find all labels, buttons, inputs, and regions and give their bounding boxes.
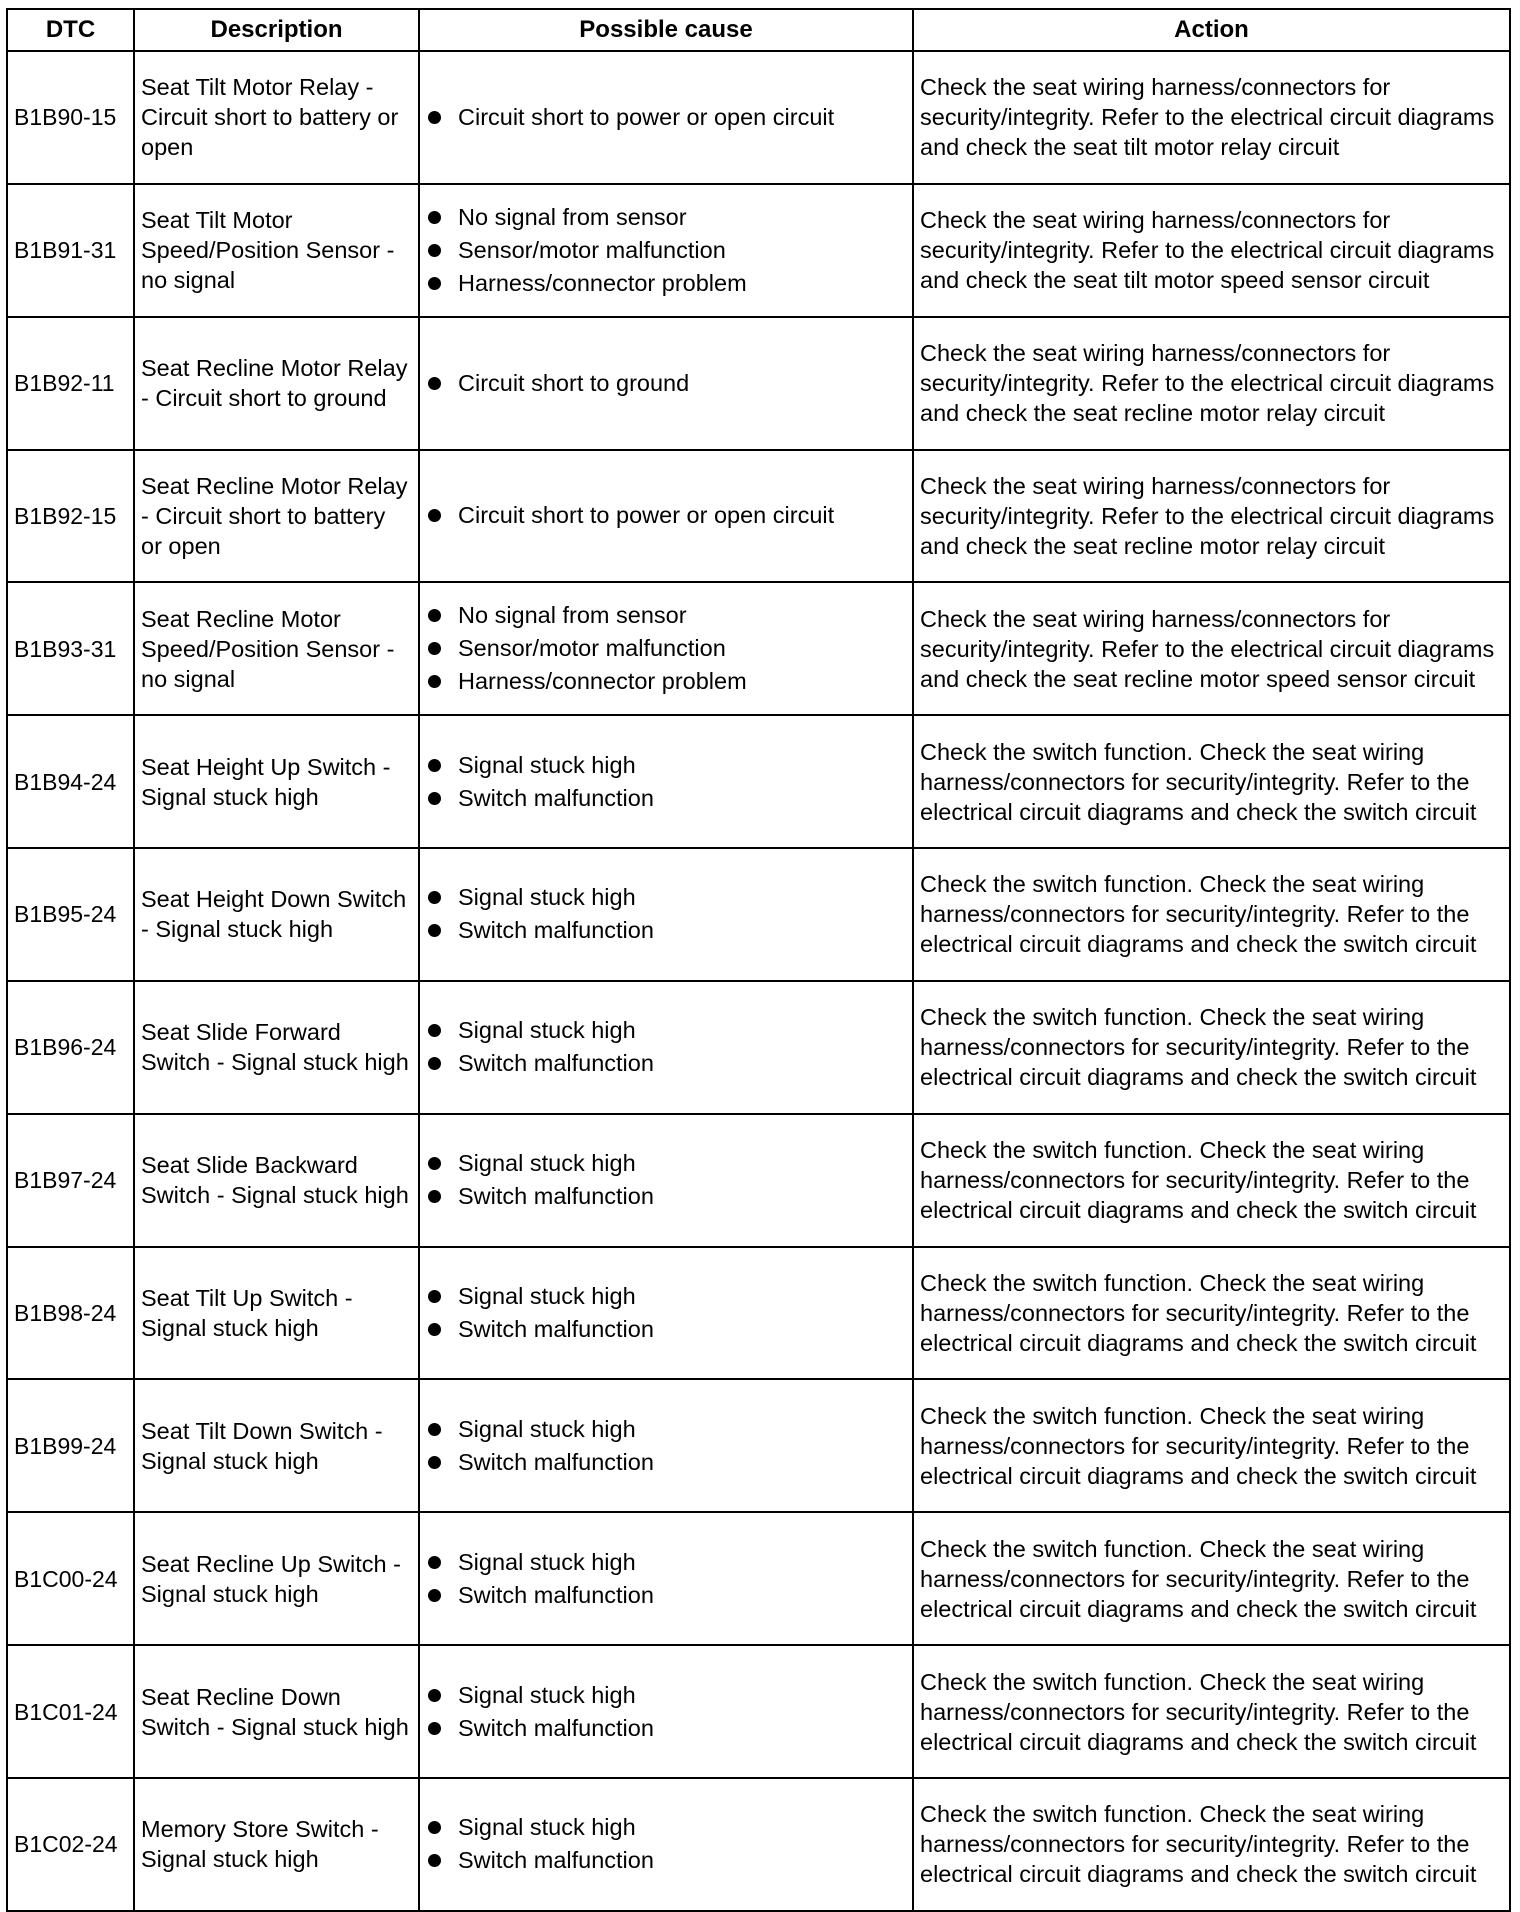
- cause-item: Signal stuck high: [426, 1280, 906, 1313]
- dtc-table: [6, 8, 1511, 1912]
- cause-item: Switch malfunction: [426, 782, 906, 815]
- dtc-description: Seat Recline Up Switch - Signal stuck high: [134, 1512, 419, 1645]
- dtc-code: B1B90-15: [7, 51, 134, 184]
- dtc-action: Check the switch function. Check the seat wiring harness/connectors for security/integrity. Refer to the electrical circuit diagrams and check the switch circuit: [913, 1379, 1510, 1512]
- table-row: [7, 1114, 1510, 1247]
- cause-list: [426, 1413, 906, 1479]
- table-row: [7, 184, 1510, 317]
- possible-cause-cell: [419, 317, 913, 450]
- possible-cause-cell: [419, 450, 913, 583]
- cause-list: [426, 201, 906, 300]
- cause-list: [426, 599, 906, 698]
- cause-item: Circuit short to power or open circuit: [426, 101, 906, 134]
- cause-list: [426, 749, 906, 815]
- dtc-description: Memory Store Switch - Signal stuck high: [134, 1778, 419, 1911]
- dtc-description: Seat Slide Backward Switch - Signal stuck high: [134, 1114, 419, 1247]
- dtc-code: B1B93-31: [7, 582, 134, 715]
- dtc-action: Check the switch function. Check the seat wiring harness/connectors for security/integrity. Refer to the electrical circuit diagrams and check the switch circuit: [913, 1778, 1510, 1911]
- cause-item: No signal from sensor: [426, 599, 906, 632]
- header-possible-cause: Possible cause: [419, 9, 913, 51]
- possible-cause-cell: [419, 1778, 913, 1911]
- cause-item: Sensor/motor malfunction: [426, 234, 906, 267]
- cause-item: Signal stuck high: [426, 1811, 906, 1844]
- cause-item: Circuit short to ground: [426, 367, 906, 400]
- possible-cause-cell: [419, 184, 913, 317]
- cause-list: [426, 367, 906, 400]
- cause-item: Switch malfunction: [426, 1712, 906, 1745]
- possible-cause-cell: [419, 582, 913, 715]
- dtc-description: Seat Recline Motor Relay - Circuit short to ground: [134, 317, 419, 450]
- cause-item: Signal stuck high: [426, 1147, 906, 1180]
- cause-list: [426, 1546, 906, 1612]
- dtc-code: B1C02-24: [7, 1778, 134, 1911]
- dtc-description: Seat Height Up Switch - Signal stuck high: [134, 715, 419, 848]
- cause-item: Harness/connector problem: [426, 267, 906, 300]
- possible-cause-cell: [419, 1645, 913, 1778]
- table-header: [7, 9, 1510, 51]
- table-row: [7, 715, 1510, 848]
- dtc-description: Seat Tilt Motor Speed/Position Sensor - no signal: [134, 184, 419, 317]
- possible-cause-cell: [419, 1247, 913, 1380]
- possible-cause-cell: [419, 1114, 913, 1247]
- dtc-code: B1B91-31: [7, 184, 134, 317]
- cause-item: Sensor/motor malfunction: [426, 632, 906, 665]
- possible-cause-cell: [419, 1379, 913, 1512]
- dtc-action: Check the switch function. Check the seat wiring harness/connectors for security/integrity. Refer to the electrical circuit diagrams and check the switch circuit: [913, 715, 1510, 848]
- dtc-code: B1C00-24: [7, 1512, 134, 1645]
- cause-item: Signal stuck high: [426, 1546, 906, 1579]
- dtc-description: Seat Tilt Down Switch - Signal stuck high: [134, 1379, 419, 1512]
- header-row: [7, 9, 1510, 51]
- cause-item: Signal stuck high: [426, 1413, 906, 1446]
- cause-list: [426, 881, 906, 947]
- cause-item: Switch malfunction: [426, 1579, 906, 1612]
- table-row: [7, 51, 1510, 184]
- cause-item: Signal stuck high: [426, 749, 906, 782]
- dtc-code: B1B99-24: [7, 1379, 134, 1512]
- dtc-description: Seat Tilt Up Switch - Signal stuck high: [134, 1247, 419, 1380]
- header-dtc: DTC: [7, 9, 134, 51]
- table-row: [7, 1778, 1510, 1911]
- dtc-action: Check the switch function. Check the seat wiring harness/connectors for security/integrity. Refer to the electrical circuit diagrams and check the switch circuit: [913, 1512, 1510, 1645]
- cause-list: [426, 1280, 906, 1346]
- dtc-code: B1B92-15: [7, 450, 134, 583]
- cause-item: Circuit short to power or open circuit: [426, 499, 906, 532]
- dtc-action: Check the switch function. Check the seat wiring harness/connectors for security/integrity. Refer to the electrical circuit diagrams and check the switch circuit: [913, 981, 1510, 1114]
- cause-list: [426, 1679, 906, 1745]
- dtc-code: B1B97-24: [7, 1114, 134, 1247]
- possible-cause-cell: [419, 981, 913, 1114]
- cause-item: Harness/connector problem: [426, 665, 906, 698]
- cause-item: Switch malfunction: [426, 1446, 906, 1479]
- possible-cause-cell: [419, 715, 913, 848]
- dtc-action: Check the seat wiring harness/connectors for security/integrity. Refer to the electrical circuit diagrams and check the seat recline motor speed sensor circuit: [913, 582, 1510, 715]
- cause-list: [426, 1147, 906, 1213]
- dtc-action: Check the switch function. Check the seat wiring harness/connectors for security/integrity. Refer to the electrical circuit diagrams and check the switch circuit: [913, 1247, 1510, 1380]
- cause-item: Signal stuck high: [426, 1679, 906, 1712]
- cause-item: Switch malfunction: [426, 1180, 906, 1213]
- cause-list: [426, 1014, 906, 1080]
- cause-list: [426, 1811, 906, 1877]
- cause-item: Switch malfunction: [426, 1047, 906, 1080]
- cause-item: Switch malfunction: [426, 914, 906, 947]
- cause-list: [426, 499, 906, 532]
- dtc-description: Seat Height Down Switch - Signal stuck high: [134, 848, 419, 981]
- dtc-action: Check the seat wiring harness/connectors for security/integrity. Refer to the electrical circuit diagrams and check the seat tilt motor relay circuit: [913, 51, 1510, 184]
- table-row: [7, 848, 1510, 981]
- dtc-code: B1C01-24: [7, 1645, 134, 1778]
- possible-cause-cell: [419, 848, 913, 981]
- cause-item: Switch malfunction: [426, 1313, 906, 1346]
- dtc-action: Check the seat wiring harness/connectors for security/integrity. Refer to the electrical circuit diagrams and check the seat tilt motor speed sensor circuit: [913, 184, 1510, 317]
- possible-cause-cell: [419, 1512, 913, 1645]
- dtc-code: B1B98-24: [7, 1247, 134, 1380]
- dtc-code: B1B95-24: [7, 848, 134, 981]
- cause-item: Signal stuck high: [426, 881, 906, 914]
- dtc-action: Check the switch function. Check the seat wiring harness/connectors for security/integrity. Refer to the electrical circuit diagrams and check the switch circuit: [913, 1645, 1510, 1778]
- table-row: [7, 1512, 1510, 1645]
- header-description: Description: [134, 9, 419, 51]
- dtc-description: Seat Slide Forward Switch - Signal stuck high: [134, 981, 419, 1114]
- dtc-code: B1B94-24: [7, 715, 134, 848]
- table-row: [7, 1379, 1510, 1512]
- dtc-description: Seat Recline Motor Speed/Position Sensor - no signal: [134, 582, 419, 715]
- dtc-description: Seat Recline Down Switch - Signal stuck high: [134, 1645, 419, 1778]
- cause-item: Switch malfunction: [426, 1844, 906, 1877]
- dtc-description: Seat Recline Motor Relay - Circuit short to battery or open: [134, 450, 419, 583]
- table-row: [7, 317, 1510, 450]
- cause-item: No signal from sensor: [426, 201, 906, 234]
- header-action: Action: [913, 9, 1510, 51]
- dtc-action: Check the seat wiring harness/connectors for security/integrity. Refer to the electrical circuit diagrams and check the seat recline motor relay circuit: [913, 450, 1510, 583]
- table-row: [7, 450, 1510, 583]
- dtc-code: B1B92-11: [7, 317, 134, 450]
- dtc-description: Seat Tilt Motor Relay - Circuit short to battery or open: [134, 51, 419, 184]
- cause-item: Signal stuck high: [426, 1014, 906, 1047]
- table-row: [7, 1645, 1510, 1778]
- table-row: [7, 981, 1510, 1114]
- cause-list: [426, 101, 906, 134]
- dtc-action: Check the switch function. Check the seat wiring harness/connectors for security/integrity. Refer to the electrical circuit diagrams and check the switch circuit: [913, 1114, 1510, 1247]
- possible-cause-cell: [419, 51, 913, 184]
- table-row: [7, 1247, 1510, 1380]
- dtc-action: Check the switch function. Check the seat wiring harness/connectors for security/integrity. Refer to the electrical circuit diagrams and check the switch circuit: [913, 848, 1510, 981]
- table-body: [7, 51, 1510, 1911]
- dtc-action: Check the seat wiring harness/connectors for security/integrity. Refer to the electrical circuit diagrams and check the seat recline motor relay circuit: [913, 317, 1510, 450]
- dtc-code: B1B96-24: [7, 981, 134, 1114]
- table-row: [7, 582, 1510, 715]
